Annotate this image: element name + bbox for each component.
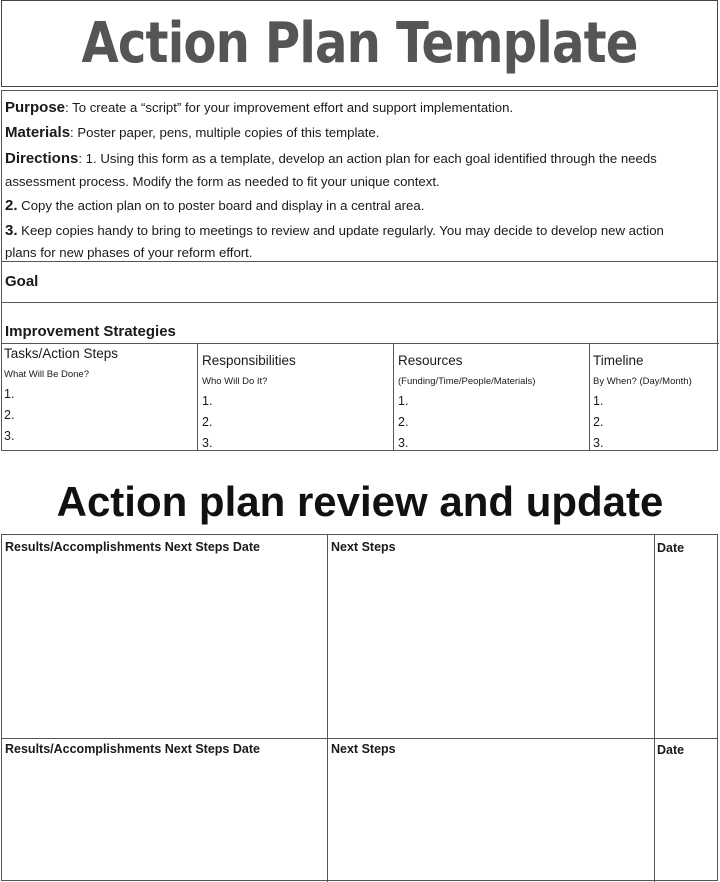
page-title: Action Plan Template: [81, 11, 638, 76]
grid-row-divider: [2, 738, 717, 739]
purpose-text: : To create a “script” for your improvement effort and support implementation.: [65, 100, 514, 115]
materials-text: : Poster paper, pens, multiple copies of this template.: [70, 125, 380, 140]
review-title: Action plan review and update: [56, 478, 664, 525]
directions-label: Directions: [5, 150, 79, 167]
step2-text: Copy the action plan on to poster board and display in a central area.: [17, 198, 425, 213]
review-grid: [1, 534, 718, 881]
directions-line: [5, 150, 657, 167]
resources-item-3: 3.: [398, 436, 409, 450]
resources-item-2: 2.: [398, 415, 409, 429]
tasks-column[interactable]: [2, 343, 197, 451]
tasks-item-2: 2.: [4, 408, 15, 422]
timeline-item-2: 2.: [593, 415, 604, 429]
timeline-header: Timeline: [593, 353, 644, 368]
materials-label: Materials: [5, 124, 71, 141]
resources-subheader: (Funding/Time/People/Materials): [398, 376, 536, 387]
step3-text-2: plans for new phases of your reform effort.: [5, 245, 253, 260]
directions-text-2: assessment process. Modify the form as needed to fit your unique context.: [5, 174, 440, 189]
step2-label: 2.: [5, 197, 18, 214]
instructions-box: [1, 90, 718, 262]
directions-text-1: : 1. Using this form as a template, develop an action plan for each goal identified through the needs: [78, 151, 657, 166]
goal-label: Goal: [5, 273, 39, 290]
strategies-box: [1, 303, 718, 451]
resources-column[interactable]: [393, 343, 590, 451]
resources-header: Resources: [398, 353, 463, 368]
row1-results-header: Results/Accomplishments Next Steps Date: [5, 540, 260, 554]
timeline-item-1: 1.: [593, 394, 604, 408]
goal-box[interactable]: [1, 262, 718, 303]
row1-next-steps-header: Next Steps: [331, 540, 396, 554]
tasks-item-3: 3.: [4, 429, 15, 443]
responsibilities-subheader: Who Will Do It?: [202, 376, 268, 387]
responsibilities-header: Responsibilities: [202, 353, 296, 368]
tasks-subheader: What Will Be Done?: [4, 369, 90, 380]
responsibilities-column[interactable]: [197, 343, 394, 451]
row2-date-header: Date: [657, 743, 685, 757]
timeline-subheader: By When? (Day/Month): [593, 376, 692, 387]
responsibilities-item-2: 2.: [202, 415, 213, 429]
row2-results-header: Results/Accomplishments Next Steps Date: [5, 742, 260, 756]
title-box: [1, 0, 718, 87]
timeline-item-3: 3.: [593, 436, 604, 450]
materials-line: [5, 124, 379, 141]
resources-item-1: 1.: [398, 394, 409, 408]
tasks-item-1: 1.: [4, 387, 15, 401]
step3-text-1: Keep copies handy to bring to meetings to review and update regularly. You may decide to develop new action: [17, 223, 664, 238]
responsibilities-item-1: 1.: [202, 394, 213, 408]
strategies-title: Improvement Strategies: [5, 323, 176, 340]
purpose-label: Purpose: [5, 99, 66, 116]
responsibilities-item-3: 3.: [202, 436, 213, 450]
row1-date-header: Date: [657, 541, 685, 555]
step3-label: 3.: [5, 222, 18, 239]
purpose-line: [5, 99, 513, 116]
grid-divider-1: [327, 535, 328, 882]
step2-line: [5, 197, 424, 214]
grid-divider-2: [654, 535, 655, 882]
tasks-header: Tasks/Action Steps: [4, 346, 119, 361]
row2-next-steps-header: Next Steps: [331, 742, 396, 756]
step3-line: [5, 222, 664, 239]
timeline-column[interactable]: [589, 343, 719, 451]
